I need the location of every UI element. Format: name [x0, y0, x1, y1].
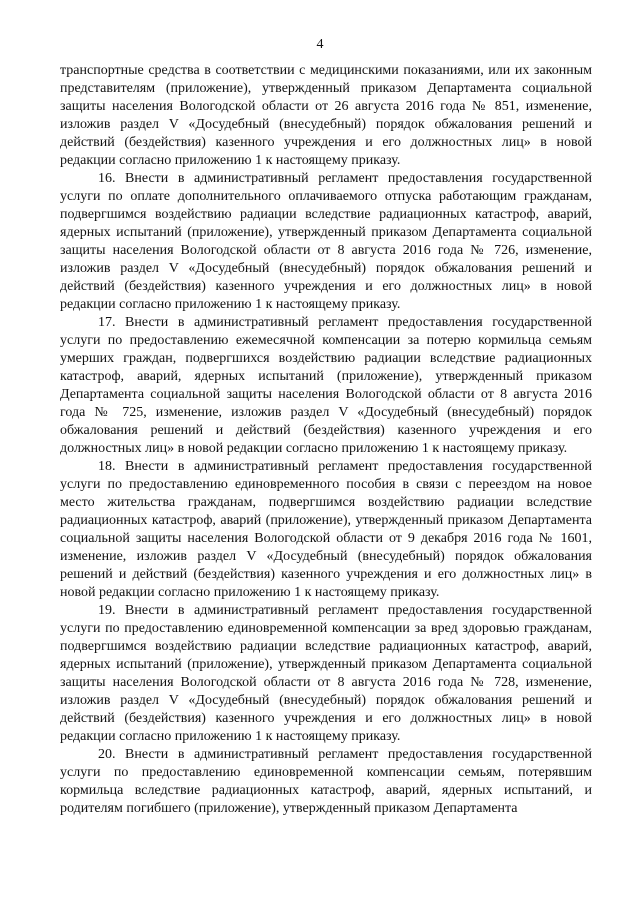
paragraph-19: 19. Внести в административный регламент предоставления государственной услуги по предоставлению единовременной компенсации за вред здоровью гражданам, подвергшимся воздействию радиации вследствие радиационных катастроф, аварий, ядерных испытаний (приложение), утвержденный приказом Департамента социальной защиты населения Вологодской области от 8 августа 2016 года № 728, изменение, изложив раздел V «Досудебный (внесудебный) порядок обжалования решений и действий (бездействия) казенного учреждения и его должностных лиц» в новой редакции согласно приложению 1 к настоящему приказу.	[60, 603, 592, 744]
paragraph-16: 16. Внести в административный регламент предоставления государственной услуги по оплате дополнительного оплачиваемого отпуска работающим гражданам, подвергшимся воздействию радиации вследствие радиационных катастроф, аварий, ядерных испытаний (приложение), утвержденный приказом Департамента социальной защиты населения Вологодской области от 8 августа 2016 года № 726, изменение, изложив раздел V «Досудебный (внесудебный) порядок обжалования решений и действий (бездействия) казенного учреждения и его должностных лиц» в новой редакции согласно приложению 1 к настоящему приказу.	[60, 171, 592, 312]
paragraph-15-continuation: транспортные средства в соответствии с медицинскими показаниями, или их законным представителям (приложение), утвержденный приказом Департамента социальной защиты населения Вологодской области от 26 августа 2016 года № 851, изменение, изложив раздел V «Досудебный (внесудебный) порядок обжалования решений и действий (бездействия) казенного учреждения и его должностных лиц» в новой редакции согласно приложению 1 к настоящему приказу.	[60, 63, 592, 168]
page-number: 4	[316, 37, 324, 52]
paragraph-18: 18. Внести в административный регламент предоставления государственной услуги по предоставлению единовременного пособия в связи с переездом на новое место жительства гражданам, подвергшимся воздействию радиации вследствие радиационных катастроф, аварий (приложение), утвержденный приказом Департамента социальной защиты населения Вологодской области от 9 декабря 2016 года № 1601, изменение, изложив раздел V «Досудебный (внесудебный) порядок обжалования решений и действий (бездействия) казенного учреждения и его должностных лиц» в новой редакции согласно приложению 1 к настоящему приказу.	[60, 459, 592, 600]
paragraph-17: 17. Внести в административный регламент предоставления государственной услуги по предоставлению ежемесячной компенсации за потерю кормильца семьям умерших граждан, подвергшихся воздействию радиации вследствие радиационных катастроф, аварий, ядерных испытаний (приложение), утвержденный приказом Департамента социальной защиты населения Вологодской области от 8 августа 2016 года № 725, изменение, изложив раздел V «Досудебный (внесудебный) порядок обжалования решений и действий (бездействия) казенного учреждения и его должностных лиц» в новой редакции согласно приложению 1 к настоящему приказу.	[60, 315, 592, 456]
paragraph-20: 20. Внести в административный регламент предоставления государственной услуги по предоставлению единовременной компенсации семьям, потерявшим кормильца вследствие радиационных катастроф, аварий, ядерных испытаний, и родителям погибшего (приложение), утвержденный приказом Департамента	[60, 747, 592, 816]
document-body	[60, 62, 592, 818]
